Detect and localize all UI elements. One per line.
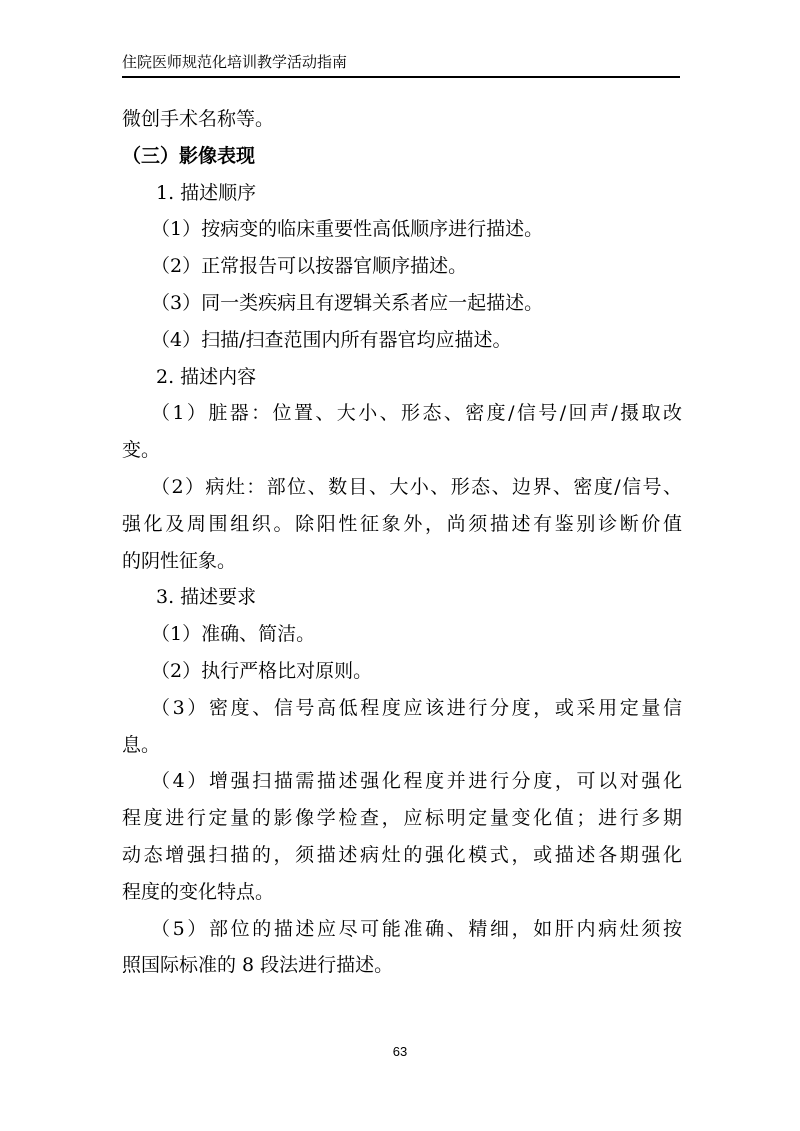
subsection-heading: 3. 描述要求 [156, 586, 257, 609]
page-number: 63 [392, 1044, 408, 1059]
body-line: 动态增强扫描的，须描述病灶的强化模式，或描述各期强化 [122, 843, 682, 866]
section-heading: （三）影像表现 [122, 144, 256, 167]
body-line: 息。 [122, 733, 161, 756]
list-item: （1）准确、简洁。 [151, 623, 316, 646]
body-line: 程度的变化特点。 [122, 880, 275, 903]
body-line: 变。 [122, 439, 161, 462]
list-item: （4）增强扫描需描述强化程度并进行分度，可以对强化 [151, 770, 682, 793]
body-line: 程度进行定量的影像学检查，应标明定量变化值；进行多期 [122, 807, 682, 830]
body-line: 照国际标准的 8 段法进行描述。 [122, 954, 394, 977]
subsection-heading: 1. 描述顺序 [156, 181, 257, 204]
header-title: 住院医师规范化培训教学活动指南 [122, 53, 348, 71]
subsection-heading: 2. 描述内容 [156, 365, 257, 388]
page-body [122, 101, 682, 984]
running-header [122, 52, 680, 78]
list-item: （2）正常报告可以按器官顺序描述。 [151, 255, 468, 278]
list-item: （2）病灶：部位、数目、大小、形态、边界、密度/信号、 [151, 475, 682, 498]
body-line: 微创手术名称等。 [122, 108, 275, 130]
body-line: 强化及周围组织。除阳性征象外，尚须描述有鉴别诊断价值 [122, 512, 682, 535]
list-item: （2）执行严格比对原则。 [151, 659, 373, 682]
list-item: （3）密度、信号高低程度应该进行分度，或采用定量信 [151, 696, 682, 719]
list-item: （3）同一类疾病且有逻辑关系者应一起描述。 [151, 291, 544, 314]
body-line: 的阴性征象。 [122, 549, 237, 572]
list-item: （4）扫描/扫查范围内所有器官均应描述。 [151, 328, 512, 351]
list-item: （5）部位的描述应尽可能准确、精细，如肝内病灶须按 [151, 917, 682, 940]
list-item: （1）脏器：位置、大小、形态、密度/信号/回声/摄取改 [151, 402, 682, 425]
list-item: （1）按病变的临床重要性高低顺序进行描述。 [151, 218, 544, 241]
